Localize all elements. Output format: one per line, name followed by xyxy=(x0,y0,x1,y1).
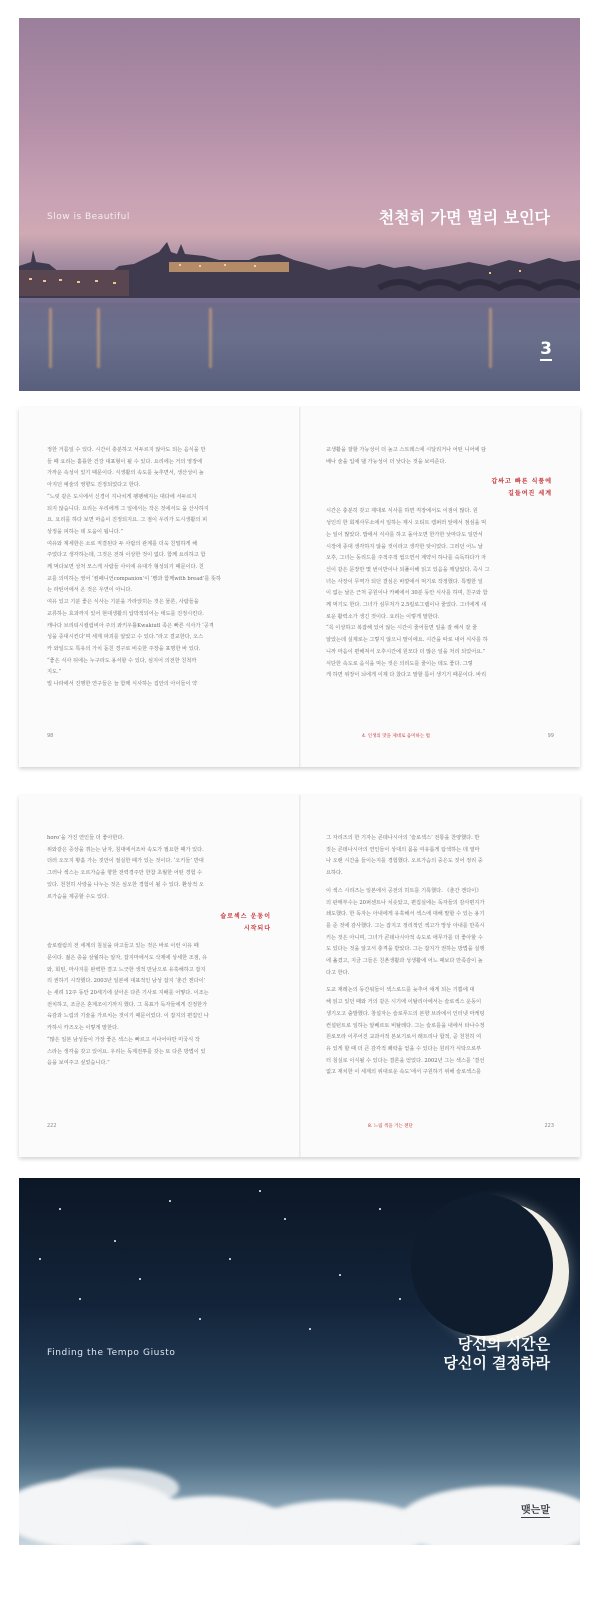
text-line: 빌 나라에서 진행한 연구들은 늘 함께 식사하는 집안의 아이들이 약 xyxy=(47,681,198,688)
text-line: 주었다고 생각하는데, 그것은 전혀 이상한 것이 없다. 함께 요리하고 함 xyxy=(47,552,206,559)
text-line: 의 권하기 시작했다. 2003년 일본에 대표적인 남성 잡지 ‘춘간 겐다이’ xyxy=(47,978,206,985)
text-line: 생기오고 출발했다. 창설자는 슬로푸드의 본향 브라에서 인터넷 마케팅 xyxy=(326,1010,485,1017)
text-line: 성을 증대시킨다’며 세계 파괴를 알았고 수 있다.”라고 결교한다, 오스 xyxy=(47,634,204,641)
text-line: 짓는 콘데나시아의 연인들이 상대의 몸을 여유롭게 탐색하는 데 열마 xyxy=(326,846,480,853)
chapter-number: 3 xyxy=(540,339,552,359)
subhead-line: 갑싸고 빠른 식품에 xyxy=(491,478,552,486)
page-number: 223 xyxy=(544,1123,554,1129)
epilogue-label: 맺는말 xyxy=(521,1501,550,1518)
text-line: “많은 일본 남성들이 가장 좋은 섹스는 빠르고 서나어야만 미국식 작 xyxy=(47,1036,200,1043)
text-line: 알았는데 실제로는 그렇지 않으니 말이에요. 시간을 따로 내어 식사를 하 xyxy=(326,637,488,644)
light-reflection xyxy=(489,308,492,368)
body-text-column xyxy=(47,833,271,1070)
text-line: “좋은 식사 뒤에는 누구라도 용서할 수 있다, 심지어 의전한 친척까 xyxy=(47,657,197,664)
text-line: 성인의 한 회계사무소에서 일하는 제시 오티트 캠퍼러 앞에서 점심을 먹 xyxy=(326,520,487,527)
closer-title-line: 당신의 시간은 xyxy=(457,1335,550,1353)
text-line: 의 판매부수는 20퍼센트나 치솟았고, 편집실에는 독자들의 감사편지가 xyxy=(326,899,485,906)
text-line: 가까운 속성이 있기 때문이다. 식생활의 속도를 늦추면서, 생산성이 높 xyxy=(47,470,204,477)
body-text-column xyxy=(326,445,552,682)
text-line: 요. 요리를 하다 보면 마음이 진정되지요. 그 점이 우리가 도시생활의 피 xyxy=(47,517,208,524)
text-line: 에 옮겼고, 지금 그들은 친촌생활과 성생활에 어느 때보다 만족감이 높 xyxy=(326,958,483,965)
closer-title-line: 당신이 결정하라 xyxy=(443,1354,550,1372)
text-line: 여유 있고 기분 좋은 식사는 기분을 가라앉히는 것은 물론, 사람들을 xyxy=(47,599,199,606)
text-line: “느릿 같은 도시에서 신경이 지나치게 팽팽해지는 대다에 서두르지 xyxy=(47,493,197,500)
text-line: 카 와일드도 특유의 가치 돋친 경구로 비슷한 주장을 표명한 바 있다. xyxy=(47,645,201,652)
text-line: 쇄도했다. 한 독자는 아내에게 유혹해서 섹스에 대해 말할 수 있는 용기 xyxy=(326,911,485,918)
text-line: 그러나 섹스는 오르가슴을 향한 전력경주만 한참 초월한 어떤 경험 수 xyxy=(47,870,203,877)
running-head: 4. 인생의 맛을 제대로 음미하는 법 xyxy=(362,734,430,739)
text-line: 원로모라 이루어진 교과서적 본보기로서 래트리나 합적, 곧 천천히 여 xyxy=(326,1034,482,1041)
text-line: 컨설턴트로 일하는 알베르토 비탈레다. 그는 슬로를을 내에서 타나수정 xyxy=(326,1022,485,1029)
text-line: 를 준 것에 감사했다. 그는 잡지고 정리적인 섹고가 망상 아내를 만족시 xyxy=(326,922,485,929)
text-line: 이 없는 날은 근처 공원이나 카페에서 30분 동안 식사를 하며, 친구와 함 xyxy=(326,590,488,597)
text-line: 게 하면 위장이 뇌에게 이제 다 찼다고 말할 틈이 생기기 때문이다. 바리 xyxy=(326,672,487,679)
star xyxy=(284,1218,286,1220)
star xyxy=(339,1274,341,1276)
text-line: 로운 활력소가 생긴 것이다. 요리는 이렇게 말한다. xyxy=(326,613,440,620)
star xyxy=(139,1278,141,1280)
text-line: 신이 같은 문장만 몇 번이반이나 되풀이해 읽고 있음을 깨달았다. 즉시 그 xyxy=(326,566,490,573)
cloud xyxy=(59,1468,179,1508)
text-line: 는 새려 12주 동안 20세기에 살아온 다른 기사로 지배를 어떻다. 이조는 xyxy=(47,990,209,997)
text-line: 되지 않습니다. 요리는 우리에게 그 일에서는 작은 것에서도 을 산사하지 xyxy=(47,505,209,512)
text-line: 식단한 속도로 음식을 먹는 것은 의리도를 줄이는 데도 좋다. 그렇 xyxy=(326,660,473,667)
text-line: horo’을 가진 연인들 더 좋아한다. xyxy=(47,835,125,841)
page-98 xyxy=(19,407,299,767)
text-line: 니까 마음이 편해져서 오후시간에 원모다 더 많은 일을 처리 되었어요.” xyxy=(326,648,486,655)
page-number: 222 xyxy=(47,1123,57,1129)
body-text-column xyxy=(326,833,552,1079)
page-number: 99 xyxy=(547,733,554,739)
text-line: 교류하는 효과까지 있어 현대생활의 압박적되어는 태도를 진정시킨다. xyxy=(47,610,204,617)
section-subhead xyxy=(326,476,552,500)
section-subhead xyxy=(47,911,271,935)
star xyxy=(114,1240,116,1242)
page-223 xyxy=(300,795,580,1157)
star xyxy=(309,1328,311,1330)
text-line: 위와같은 증상을 겪는는 남자, 침대에서조차 속도가 필요한 때가 있다. xyxy=(47,846,204,853)
text-line: 시장에 종대 생각하지 않을 것이라고 생각한 탓이었다. 그러던 어느 날 xyxy=(326,543,483,550)
text-line: 시간은 충분히 갖고 제대로 식사를 하면 직장에서도 이점이 많다. 원 xyxy=(326,508,478,515)
text-line: 들 때 요리는 훌륭한 건강 대표형이 될 수 있다. 요리에는 거의 영장에 xyxy=(47,458,203,465)
star xyxy=(199,1318,201,1320)
text-line: 문이다. 젊은 층을 삼월하는 알자, 잡지마에서도 삭제에 상세한 조점, 유 xyxy=(47,954,208,961)
prague-skyline-image xyxy=(19,236,580,306)
text-line: 터 침실로 이식될 수 있다는 결론을 얻었다. 2002년 그는 섹스를 ‘결선 xyxy=(326,1057,485,1064)
page-99 xyxy=(300,407,580,767)
text-line: 다고 한다. xyxy=(326,969,350,976)
text-line: 전치하고, 조금은 혼계조이기까지 했다. 그 목표가 독자들에게 진정한가 xyxy=(47,1001,208,1008)
text-line: 아지던 예술의 영향도 진정되었다고 한다. xyxy=(47,482,141,489)
text-line: 음을 보여주고 싶었습니다.” xyxy=(47,1060,110,1067)
text-line: 께 먹다보면 상처 모스게 사람들 사이에 유대가 형성되기 때문이다. 친 xyxy=(47,564,204,571)
text-line: 교생활을 잘할 가능성이 더 높고 스트레스에 시달리거나 어떤 니어에 담 xyxy=(326,447,487,453)
text-line: 키는 것은 아니며, 그녀가 콘데나시아적 속도로 애무가를 더 좋아할 수 xyxy=(326,934,483,941)
text-line: 정한 거름일 수 있다. 시간이 충분하고 서두르지 않아도 되는 음식을 만 xyxy=(47,447,206,453)
light-reflection xyxy=(49,308,52,368)
text-line: 르가슴을 제공할 수도 있다. xyxy=(47,893,109,900)
text-line: 유 있게 할 때 더 큰 감각적 쾌락을 얻을 수 있다는 원리가 식탁으로부 xyxy=(326,1045,482,1052)
book-spread-222-223 xyxy=(19,795,580,1157)
page-222 xyxy=(19,795,299,1157)
running-head: 8. 느림 섹을 거는 젠단 xyxy=(368,1124,413,1129)
text-line: 슬로컬럼의 전 세계의 침실을 파고들고 있는 것은 바로 이런 이유 때 xyxy=(47,943,199,950)
text-line: 오후, 그녀는 동리드를 주적주적 씹으면서 계약서 하나를 숙독하다가 자 xyxy=(326,555,487,562)
star xyxy=(39,1258,41,1260)
river-reflection xyxy=(19,303,580,391)
text-line: 께 먹기도 한다. 그녀가 심무처가 2.5킬로그램이나 줄었다. 그녀에게 새 xyxy=(326,602,487,609)
book-spread-98-99 xyxy=(19,407,580,767)
text-line: 배나 술을 입에 댈 가능성이 더 낮다는 것을 보여준다. xyxy=(326,458,447,465)
star xyxy=(79,1298,81,1300)
text-line: “꼭 이상하고 복잡해 있어 않는 시간이 줄어들면 일을 잘 해서 잘 줄 xyxy=(326,625,478,632)
text-line: 나 오랜 시간을 들이는지를 경험했다. 오르가슴의 중은도 짓어 정리 중 xyxy=(326,858,483,865)
star xyxy=(59,1208,61,1210)
page-number: 98 xyxy=(47,733,54,739)
text-line: 상정을 피하는 데 도움이 됩니다.” xyxy=(47,528,124,535)
text-line: 지도.” xyxy=(47,669,62,676)
body-text-column xyxy=(47,445,271,691)
text-line: 요하다. xyxy=(326,870,343,877)
opener-title: 천천히 가면 멀리 보인다 xyxy=(378,208,550,227)
text-line: 는 일이 많았다. 밥에서 식사를 하고 돌아오면 한가한 낮마다도 일만서 xyxy=(326,531,483,538)
text-line: 캐나다 브리티시컬럼비아 주의 콰키우틀Kwakiutl 족은 빠른 식사가 ‘공격 xyxy=(47,622,214,629)
text-line: 여유와 계세한은 소로 직결된다 두 사람의 관계를 더욱 친밀하게 해 xyxy=(47,540,198,547)
text-line: 카하시 카즈오는 이렇게 말한다. xyxy=(47,1025,119,1032)
star xyxy=(399,1298,401,1300)
subhead-line: 시작되다 xyxy=(243,925,271,933)
cloud xyxy=(399,1486,580,1545)
light-reflection xyxy=(97,308,100,368)
text-line: 와, 회틴, 마사지를 완벽한 결고 느긋한 생적 만남으로 유혹해하고 잡지 xyxy=(47,966,206,973)
closer-eyebrow: Finding the Tempo Giusto xyxy=(47,1348,176,1358)
text-line: 녀는 사장이 무역가 되던 결심은 바깥에서 먹기로 작정했다. 특별한 일 xyxy=(326,578,483,585)
star xyxy=(169,1200,171,1202)
subhead-line: 길들여진 세계 xyxy=(508,490,552,498)
text-line: 그 자리즈의 한 기자는 콘데나시아의 ‘슬로섹스’ 전통을 찬양했다. 반 xyxy=(326,835,480,841)
moon-shadow xyxy=(411,1194,553,1336)
light-reflection xyxy=(209,308,212,368)
text-line: 교를 의미하는 영어 ‘컴패니언companion’이 ‘빵과 함께with bread’를 뜻하 xyxy=(47,575,221,582)
opener-eyebrow: Slow is Beautiful xyxy=(47,212,130,222)
text-line: 해 읽고 있던 때와 거의 같은 시기에 이탈리아에서는 슬로섹스 운동이 xyxy=(326,999,482,1006)
text-line: 이 섹스 시리즈는 일본에서 공전의 히트를 기록했다. 《춘간 겐다이》 xyxy=(326,887,482,894)
star xyxy=(379,1208,381,1210)
closer-title xyxy=(350,1335,550,1373)
text-line: 도 있다는 것을 알고서 충격을 받았다. 그는 잡지가 권하는 방법을 실행 xyxy=(326,946,485,953)
star xyxy=(259,1190,261,1192)
chapter3-opener-page xyxy=(19,18,580,391)
closing-chapter-opener-page xyxy=(19,1178,580,1545)
star xyxy=(229,1258,231,1260)
text-line: 도교 재레논의 동간워들이 섹스로드를 늦추어 얘게 되는 기쁨에 대 xyxy=(326,987,475,994)
subhead-line: 슬로섹스 운동이 xyxy=(220,913,271,921)
text-line: 는 라틴어에서 온 것은 우연이 아니다. xyxy=(47,587,133,594)
text-line: 더러 오모지 황홀 가는 짓만이 절실한 때가 있는 것이다. ‘오키들’ 반대 xyxy=(47,858,204,865)
text-line: 있다. 천천히 사랑을 나누는 것은 심오한 경험이 될 수 있다. 환상적 오 xyxy=(47,881,204,888)
text-line: 육감과 느림의 기술을 가르치는 것이기 때문이었다. 이 잡지의 편집인 나 xyxy=(47,1013,209,1020)
text-line: 스라는 생각을 갖고 있어요. 우리는 독계전투를 갖는 또 다른 방법이 있 xyxy=(47,1048,206,1055)
text-line: 없고 재치한 이 세계의 위대로운 속도’에서 구원하기 위해 슬로섹스를 xyxy=(326,1069,482,1076)
